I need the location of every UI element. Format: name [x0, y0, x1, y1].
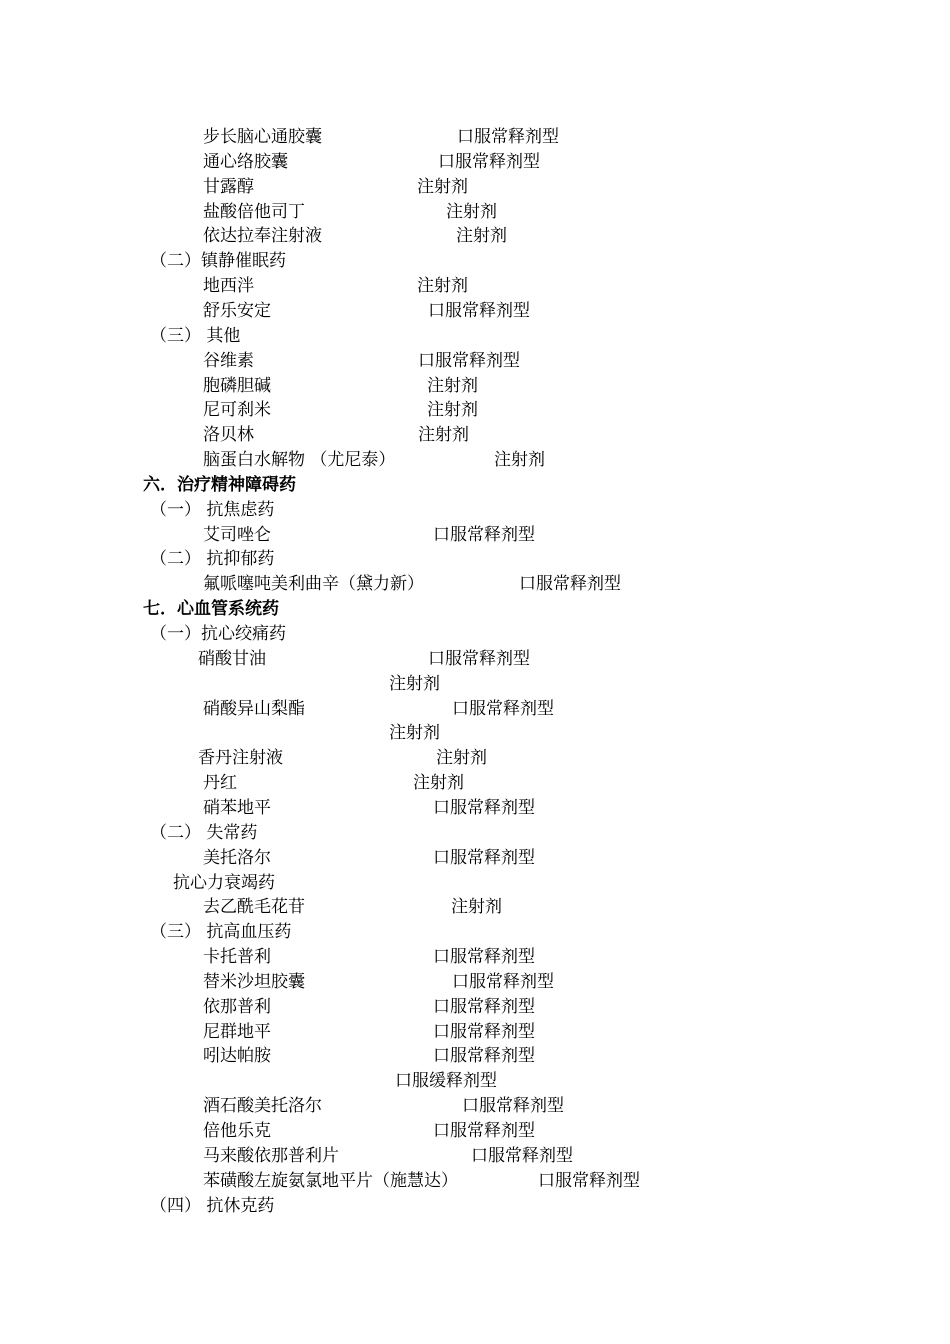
dosage-form: 口服常释剂型: [452, 972, 554, 992]
drug-name: 甘露醇: [203, 177, 254, 197]
drug-name: 硝苯地平: [203, 798, 271, 818]
dosage-form: 注射剂: [456, 226, 507, 246]
dosage-form: 口服常释剂型: [452, 699, 554, 719]
subsection-heading: 抗心力衰竭药: [173, 873, 275, 893]
dosage-form: 注射剂: [494, 450, 545, 470]
subsection-heading: （二）镇静催眠药: [150, 251, 286, 271]
drug-name: 美托洛尔: [203, 848, 271, 868]
dosage-form: 注射剂: [427, 376, 478, 396]
drug-name: 尼可刹米: [203, 400, 271, 420]
drug-name: 硝酸甘油: [198, 649, 266, 669]
dosage-form: 注射剂: [389, 723, 440, 743]
dosage-form: 注射剂: [436, 748, 487, 768]
dosage-form: 注射剂: [417, 276, 468, 296]
subsection-heading: （一） 抗焦虑药: [150, 500, 275, 520]
drug-name: 地西泮: [203, 276, 254, 296]
dosage-form: 口服常释剂型: [433, 525, 535, 545]
dosage-form: 口服常释剂型: [462, 1096, 564, 1116]
dosage-form: 注射剂: [451, 897, 502, 917]
drug-name: 盐酸倍他司丁: [203, 202, 305, 222]
subsection-heading: （三） 其他: [150, 326, 241, 346]
subsection-heading: （四） 抗休克药: [150, 1196, 275, 1216]
drug-name: 艾司唑仑: [203, 525, 271, 545]
dosage-form: 口服常释剂型: [428, 649, 530, 669]
section-heading: 六．治疗精神障碍药: [143, 475, 296, 495]
dosage-form: 注射剂: [446, 202, 497, 222]
drug-name: 硝酸异山梨酯: [203, 699, 305, 719]
drug-name: 依达拉奉注射液: [203, 226, 322, 246]
drug-name: 替米沙坦胶囊: [203, 972, 305, 992]
drug-name: 丹红: [203, 773, 237, 793]
drug-name: 脑蛋白水解物 （尤尼泰）: [203, 450, 396, 470]
dosage-form: 口服常释剂型: [457, 127, 559, 147]
dosage-form: 口服常释剂型: [433, 947, 535, 967]
dosage-form: 口服缓释剂型: [395, 1071, 497, 1091]
drug-name: 倍他乐克: [203, 1121, 271, 1141]
dosage-form: 注射剂: [417, 177, 468, 197]
drug-name: 马来酸依那普利片: [203, 1146, 339, 1166]
drug-name: 卡托普利: [203, 947, 271, 967]
dosage-form: 口服常释剂型: [433, 798, 535, 818]
subsection-heading: （二） 抗抑郁药: [150, 549, 275, 569]
dosage-form: 口服常释剂型: [428, 301, 530, 321]
dosage-form: 口服常释剂型: [433, 848, 535, 868]
subsection-heading: （一）抗心绞痛药: [150, 624, 286, 644]
drug-name: 去乙酰毛花苷: [203, 897, 305, 917]
dosage-form: 口服常释剂型: [433, 997, 535, 1017]
dosage-form: 口服常释剂型: [433, 1121, 535, 1141]
subsection-heading: （三） 抗高血压药: [150, 922, 292, 942]
drug-name: 吲达帕胺: [203, 1046, 271, 1066]
drug-name: 步长脑心通胶囊: [203, 127, 322, 147]
dosage-form: 口服常释剂型: [471, 1146, 573, 1166]
dosage-form: 口服常释剂型: [418, 351, 520, 371]
dosage-form: 口服常释剂型: [433, 1022, 535, 1042]
drug-name: 洛贝林: [203, 425, 254, 445]
drug-name: 苯磺酸左旋氨氯地平片（施慧达）: [203, 1171, 458, 1191]
dosage-form: 口服常释剂型: [519, 574, 621, 594]
dosage-form: 注射剂: [413, 773, 464, 793]
dosage-form: 口服常释剂型: [538, 1171, 640, 1191]
drug-name: 舒乐安定: [203, 301, 271, 321]
dosage-form: 口服常释剂型: [433, 1046, 535, 1066]
dosage-form: 注射剂: [418, 425, 469, 445]
drug-name: 依那普利: [203, 997, 271, 1017]
drug-name: 酒石酸美托洛尔: [203, 1096, 322, 1116]
dosage-form: 注射剂: [427, 400, 478, 420]
drug-name: 尼群地平: [203, 1022, 271, 1042]
drug-name: 通心络胶囊: [203, 152, 288, 172]
dosage-form: 注射剂: [389, 674, 440, 694]
drug-name: 胞磷胆碱: [203, 376, 271, 396]
subsection-heading: （二） 失常药: [150, 823, 258, 843]
dosage-form: 口服常释剂型: [438, 152, 540, 172]
drug-name: 香丹注射液: [198, 748, 283, 768]
drug-name: 氟哌噻吨美利曲辛（黛力新）: [203, 574, 424, 594]
section-heading: 七．心血管系统药: [143, 599, 279, 619]
drug-name: 谷维素: [203, 351, 254, 371]
